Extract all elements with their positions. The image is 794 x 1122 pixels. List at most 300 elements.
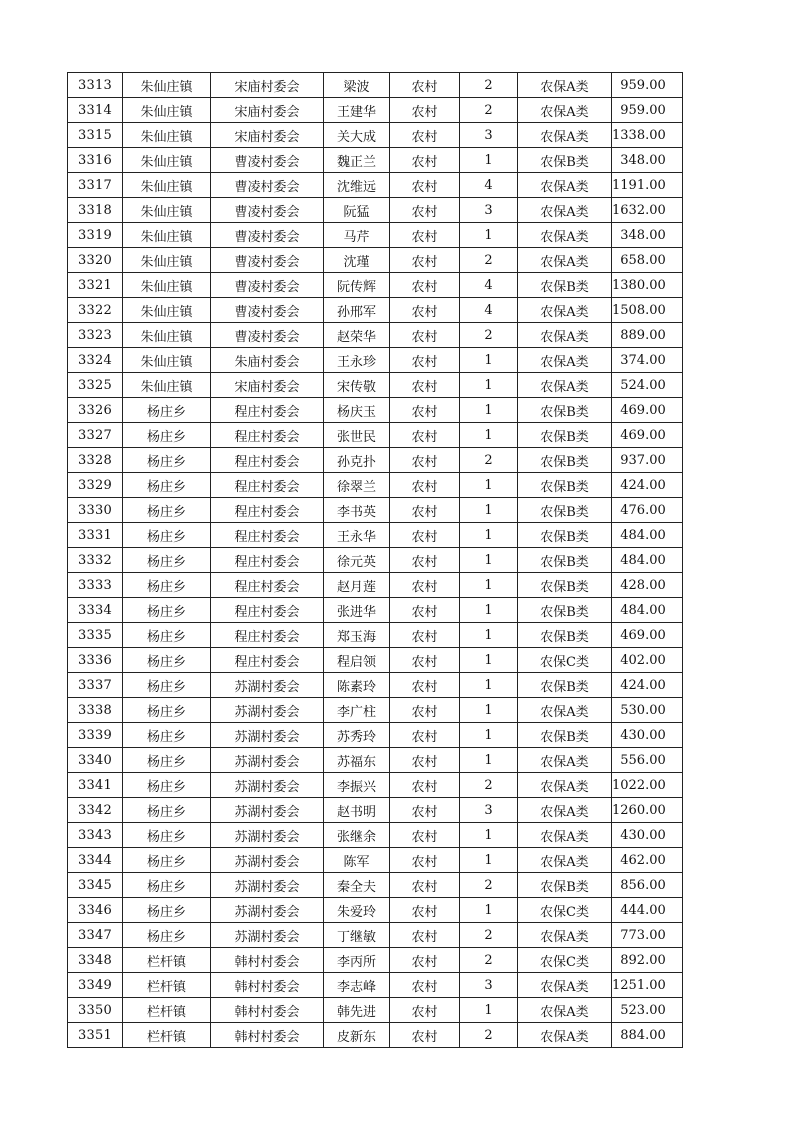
cell-row-number: 3313	[68, 73, 123, 98]
cell-insurance-category: 农保A类	[518, 998, 612, 1023]
cell-insurance-category: 农保A类	[518, 323, 612, 348]
cell-insurance-category: 农保A类	[518, 198, 612, 223]
cell-insurance-category: 农保A类	[518, 973, 612, 998]
cell-person-name: 秦全夫	[324, 873, 390, 898]
table-row	[68, 673, 683, 698]
cell-amount: 484.00	[612, 548, 683, 573]
cell-village-committee: 朱庙村委会	[211, 348, 324, 373]
cell-household-count: 2	[460, 1023, 518, 1048]
cell-person-name: 丁继敏	[324, 923, 390, 948]
table-row	[68, 773, 683, 798]
cell-town: 杨庄乡	[123, 848, 211, 873]
cell-town: 杨庄乡	[123, 823, 211, 848]
cell-village-committee: 宋庙村委会	[211, 98, 324, 123]
cell-amount: 484.00	[612, 523, 683, 548]
cell-area-type: 农村	[390, 73, 460, 98]
cell-row-number: 3330	[68, 498, 123, 523]
cell-row-number: 3320	[68, 248, 123, 273]
cell-amount: 1191.00	[612, 173, 683, 198]
cell-household-count: 2	[460, 98, 518, 123]
cell-person-name: 徐翠兰	[324, 473, 390, 498]
cell-village-committee: 韩村村委会	[211, 998, 324, 1023]
cell-town: 杨庄乡	[123, 798, 211, 823]
cell-insurance-category: 农保B类	[518, 873, 612, 898]
cell-area-type: 农村	[390, 323, 460, 348]
cell-household-count: 3	[460, 198, 518, 223]
cell-village-committee: 程庄村委会	[211, 398, 324, 423]
cell-row-number: 3322	[68, 298, 123, 323]
table-row	[68, 548, 683, 573]
cell-row-number: 3319	[68, 223, 123, 248]
cell-amount: 1251.00	[612, 973, 683, 998]
cell-village-committee: 程庄村委会	[211, 598, 324, 623]
cell-town: 杨庄乡	[123, 773, 211, 798]
cell-row-number: 3324	[68, 348, 123, 373]
cell-household-count: 2	[460, 448, 518, 473]
cell-amount: 428.00	[612, 573, 683, 598]
cell-household-count: 1	[460, 148, 518, 173]
table-row	[68, 598, 683, 623]
cell-area-type: 农村	[390, 973, 460, 998]
table-row	[68, 273, 683, 298]
cell-area-type: 农村	[390, 848, 460, 873]
cell-person-name: 赵月莲	[324, 573, 390, 598]
cell-town: 杨庄乡	[123, 748, 211, 773]
cell-amount: 884.00	[612, 1023, 683, 1048]
table-row	[68, 123, 683, 148]
cell-person-name: 郑玉海	[324, 623, 390, 648]
cell-village-committee: 程庄村委会	[211, 573, 324, 598]
table-row	[68, 798, 683, 823]
cell-village-committee: 曹凌村委会	[211, 223, 324, 248]
cell-amount: 469.00	[612, 398, 683, 423]
cell-village-committee: 苏湖村委会	[211, 698, 324, 723]
cell-person-name: 沈瑾	[324, 248, 390, 273]
cell-area-type: 农村	[390, 473, 460, 498]
cell-area-type: 农村	[390, 673, 460, 698]
cell-insurance-category: 农保B类	[518, 523, 612, 548]
cell-village-committee: 程庄村委会	[211, 423, 324, 448]
cell-person-name: 苏福东	[324, 748, 390, 773]
cell-person-name: 阮传辉	[324, 273, 390, 298]
cell-household-count: 3	[460, 973, 518, 998]
cell-area-type: 农村	[390, 398, 460, 423]
cell-village-committee: 苏湖村委会	[211, 673, 324, 698]
cell-village-committee: 苏湖村委会	[211, 773, 324, 798]
cell-insurance-category: 农保A类	[518, 698, 612, 723]
cell-household-count: 1	[460, 498, 518, 523]
cell-row-number: 3349	[68, 973, 123, 998]
cell-town: 杨庄乡	[123, 723, 211, 748]
cell-insurance-category: 农保B类	[518, 723, 612, 748]
cell-household-count: 2	[460, 923, 518, 948]
cell-town: 朱仙庄镇	[123, 148, 211, 173]
cell-row-number: 3348	[68, 948, 123, 973]
cell-area-type: 农村	[390, 823, 460, 848]
cell-amount: 402.00	[612, 648, 683, 673]
cell-town: 杨庄乡	[123, 898, 211, 923]
cell-household-count: 1	[460, 698, 518, 723]
cell-row-number: 3344	[68, 848, 123, 873]
cell-insurance-category: 农保B类	[518, 148, 612, 173]
table-row	[68, 923, 683, 948]
cell-village-committee: 苏湖村委会	[211, 848, 324, 873]
table-row	[68, 73, 683, 98]
cell-row-number: 3327	[68, 423, 123, 448]
welfare-roster-table	[67, 72, 683, 1048]
table-row	[68, 498, 683, 523]
cell-area-type: 农村	[390, 773, 460, 798]
cell-row-number: 3331	[68, 523, 123, 548]
table-row	[68, 573, 683, 598]
cell-amount: 1260.00	[612, 798, 683, 823]
cell-person-name: 魏正兰	[324, 148, 390, 173]
cell-amount: 430.00	[612, 823, 683, 848]
table-row	[68, 848, 683, 873]
cell-amount: 430.00	[612, 723, 683, 748]
cell-area-type: 农村	[390, 148, 460, 173]
cell-village-committee: 曹凌村委会	[211, 148, 324, 173]
cell-insurance-category: 农保A类	[518, 298, 612, 323]
cell-row-number: 3329	[68, 473, 123, 498]
cell-amount: 424.00	[612, 473, 683, 498]
cell-town: 杨庄乡	[123, 873, 211, 898]
cell-area-type: 农村	[390, 523, 460, 548]
cell-amount: 462.00	[612, 848, 683, 873]
cell-town: 杨庄乡	[123, 548, 211, 573]
table-row	[68, 348, 683, 373]
cell-person-name: 杨庆玉	[324, 398, 390, 423]
cell-household-count: 2	[460, 873, 518, 898]
cell-area-type: 农村	[390, 348, 460, 373]
cell-insurance-category: 农保A类	[518, 1023, 612, 1048]
cell-village-committee: 苏湖村委会	[211, 798, 324, 823]
cell-household-count: 3	[460, 798, 518, 823]
cell-amount: 484.00	[612, 598, 683, 623]
cell-household-count: 4	[460, 298, 518, 323]
cell-insurance-category: 农保A类	[518, 173, 612, 198]
cell-person-name: 李广柱	[324, 698, 390, 723]
table-row	[68, 423, 683, 448]
cell-row-number: 3314	[68, 98, 123, 123]
cell-person-name: 赵书明	[324, 798, 390, 823]
cell-household-count: 1	[460, 573, 518, 598]
cell-village-committee: 韩村村委会	[211, 1023, 324, 1048]
cell-person-name: 李志峰	[324, 973, 390, 998]
cell-town: 杨庄乡	[123, 473, 211, 498]
cell-row-number: 3333	[68, 573, 123, 598]
cell-row-number: 3337	[68, 673, 123, 698]
cell-town: 栏杆镇	[123, 973, 211, 998]
cell-amount: 530.00	[612, 698, 683, 723]
cell-insurance-category: 农保A类	[518, 923, 612, 948]
cell-insurance-category: 农保B类	[518, 598, 612, 623]
cell-town: 杨庄乡	[123, 423, 211, 448]
cell-amount: 959.00	[612, 73, 683, 98]
cell-village-committee: 程庄村委会	[211, 498, 324, 523]
cell-amount: 348.00	[612, 223, 683, 248]
cell-area-type: 农村	[390, 648, 460, 673]
cell-row-number: 3339	[68, 723, 123, 748]
cell-amount: 556.00	[612, 748, 683, 773]
cell-insurance-category: 农保B类	[518, 498, 612, 523]
cell-town: 朱仙庄镇	[123, 98, 211, 123]
cell-amount: 1380.00	[612, 273, 683, 298]
cell-household-count: 1	[460, 373, 518, 398]
cell-area-type: 农村	[390, 623, 460, 648]
cell-amount: 959.00	[612, 98, 683, 123]
cell-area-type: 农村	[390, 998, 460, 1023]
table-row	[68, 648, 683, 673]
cell-village-committee: 宋庙村委会	[211, 123, 324, 148]
table-row	[68, 1023, 683, 1048]
cell-amount: 773.00	[612, 923, 683, 948]
cell-row-number: 3351	[68, 1023, 123, 1048]
cell-household-count: 1	[460, 398, 518, 423]
cell-row-number: 3350	[68, 998, 123, 1023]
cell-village-committee: 苏湖村委会	[211, 898, 324, 923]
cell-village-committee: 曹凌村委会	[211, 173, 324, 198]
cell-town: 杨庄乡	[123, 673, 211, 698]
cell-village-committee: 苏湖村委会	[211, 748, 324, 773]
cell-town: 栏杆镇	[123, 998, 211, 1023]
cell-person-name: 苏秀玲	[324, 723, 390, 748]
cell-amount: 892.00	[612, 948, 683, 973]
cell-town: 朱仙庄镇	[123, 373, 211, 398]
table-row	[68, 973, 683, 998]
cell-village-committee: 程庄村委会	[211, 548, 324, 573]
cell-row-number: 3345	[68, 873, 123, 898]
cell-person-name: 王永珍	[324, 348, 390, 373]
cell-insurance-category: 农保A类	[518, 848, 612, 873]
cell-insurance-category: 农保A类	[518, 798, 612, 823]
cell-row-number: 3318	[68, 198, 123, 223]
cell-row-number: 3321	[68, 273, 123, 298]
cell-village-committee: 韩村村委会	[211, 948, 324, 973]
cell-household-count: 1	[460, 523, 518, 548]
cell-row-number: 3335	[68, 623, 123, 648]
cell-person-name: 宋传敬	[324, 373, 390, 398]
cell-village-committee: 韩村村委会	[211, 973, 324, 998]
cell-village-committee: 苏湖村委会	[211, 723, 324, 748]
cell-household-count: 1	[460, 223, 518, 248]
cell-area-type: 农村	[390, 448, 460, 473]
cell-amount: 476.00	[612, 498, 683, 523]
cell-amount: 523.00	[612, 998, 683, 1023]
cell-town: 杨庄乡	[123, 398, 211, 423]
table-row	[68, 523, 683, 548]
cell-insurance-category: 农保A类	[518, 223, 612, 248]
cell-person-name: 李振兴	[324, 773, 390, 798]
cell-household-count: 1	[460, 648, 518, 673]
table-row	[68, 948, 683, 973]
cell-person-name: 张世民	[324, 423, 390, 448]
table-row	[68, 223, 683, 248]
cell-person-name: 梁波	[324, 73, 390, 98]
cell-area-type: 农村	[390, 98, 460, 123]
cell-town: 朱仙庄镇	[123, 173, 211, 198]
table-row	[68, 323, 683, 348]
table-row	[68, 723, 683, 748]
cell-village-committee: 苏湖村委会	[211, 823, 324, 848]
cell-town: 朱仙庄镇	[123, 248, 211, 273]
cell-town: 朱仙庄镇	[123, 73, 211, 98]
table-row	[68, 473, 683, 498]
cell-area-type: 农村	[390, 498, 460, 523]
cell-area-type: 农村	[390, 198, 460, 223]
cell-household-count: 1	[460, 598, 518, 623]
cell-town: 朱仙庄镇	[123, 298, 211, 323]
cell-amount: 1338.00	[612, 123, 683, 148]
cell-town: 杨庄乡	[123, 448, 211, 473]
cell-row-number: 3326	[68, 398, 123, 423]
cell-village-committee: 苏湖村委会	[211, 873, 324, 898]
cell-person-name: 马芹	[324, 223, 390, 248]
table-row	[68, 173, 683, 198]
cell-village-committee: 曹凌村委会	[211, 198, 324, 223]
cell-area-type: 农村	[390, 373, 460, 398]
cell-household-count: 1	[460, 473, 518, 498]
cell-person-name: 赵荣华	[324, 323, 390, 348]
cell-person-name: 程启领	[324, 648, 390, 673]
cell-area-type: 农村	[390, 123, 460, 148]
cell-amount: 658.00	[612, 248, 683, 273]
cell-town: 朱仙庄镇	[123, 273, 211, 298]
cell-town: 杨庄乡	[123, 598, 211, 623]
cell-person-name: 王建华	[324, 98, 390, 123]
cell-household-count: 2	[460, 323, 518, 348]
cell-village-committee: 程庄村委会	[211, 473, 324, 498]
table-row	[68, 98, 683, 123]
cell-row-number: 3325	[68, 373, 123, 398]
cell-area-type: 农村	[390, 573, 460, 598]
cell-row-number: 3340	[68, 748, 123, 773]
cell-insurance-category: 农保B类	[518, 573, 612, 598]
cell-area-type: 农村	[390, 898, 460, 923]
cell-row-number: 3334	[68, 598, 123, 623]
cell-area-type: 农村	[390, 1023, 460, 1048]
cell-household-count: 3	[460, 123, 518, 148]
table-row	[68, 873, 683, 898]
cell-town: 朱仙庄镇	[123, 198, 211, 223]
cell-area-type: 农村	[390, 948, 460, 973]
cell-row-number: 3332	[68, 548, 123, 573]
cell-amount: 1022.00	[612, 773, 683, 798]
cell-row-number: 3316	[68, 148, 123, 173]
cell-amount: 1632.00	[612, 198, 683, 223]
table-row	[68, 198, 683, 223]
cell-person-name: 张继余	[324, 823, 390, 848]
cell-household-count: 2	[460, 948, 518, 973]
cell-row-number: 3341	[68, 773, 123, 798]
cell-amount: 524.00	[612, 373, 683, 398]
cell-area-type: 农村	[390, 298, 460, 323]
table-row	[68, 898, 683, 923]
cell-person-name: 韩先进	[324, 998, 390, 1023]
table-row	[68, 698, 683, 723]
cell-person-name: 关大成	[324, 123, 390, 148]
cell-row-number: 3323	[68, 323, 123, 348]
table-body	[68, 73, 683, 1048]
cell-amount: 889.00	[612, 323, 683, 348]
table-row	[68, 623, 683, 648]
cell-household-count: 1	[460, 548, 518, 573]
cell-amount: 937.00	[612, 448, 683, 473]
table-row	[68, 823, 683, 848]
cell-person-name: 张进华	[324, 598, 390, 623]
cell-town: 杨庄乡	[123, 648, 211, 673]
cell-household-count: 1	[460, 998, 518, 1023]
cell-town: 朱仙庄镇	[123, 123, 211, 148]
cell-row-number: 3338	[68, 698, 123, 723]
cell-row-number: 3328	[68, 448, 123, 473]
cell-household-count: 4	[460, 173, 518, 198]
cell-town: 杨庄乡	[123, 698, 211, 723]
cell-area-type: 农村	[390, 423, 460, 448]
cell-person-name: 徐元英	[324, 548, 390, 573]
table-row	[68, 448, 683, 473]
cell-person-name: 李丙所	[324, 948, 390, 973]
table-row	[68, 248, 683, 273]
cell-household-count: 1	[460, 723, 518, 748]
cell-person-name: 王永华	[324, 523, 390, 548]
cell-insurance-category: 农保C类	[518, 898, 612, 923]
cell-amount: 856.00	[612, 873, 683, 898]
cell-insurance-category: 农保A类	[518, 73, 612, 98]
cell-row-number: 3343	[68, 823, 123, 848]
cell-household-count: 2	[460, 248, 518, 273]
cell-insurance-category: 农保A类	[518, 348, 612, 373]
cell-town: 杨庄乡	[123, 498, 211, 523]
cell-town: 杨庄乡	[123, 573, 211, 598]
cell-insurance-category: 农保A类	[518, 773, 612, 798]
cell-village-committee: 程庄村委会	[211, 648, 324, 673]
cell-area-type: 农村	[390, 273, 460, 298]
cell-insurance-category: 农保A类	[518, 248, 612, 273]
cell-insurance-category: 农保B类	[518, 623, 612, 648]
cell-household-count: 1	[460, 423, 518, 448]
cell-person-name: 陈军	[324, 848, 390, 873]
cell-village-committee: 程庄村委会	[211, 523, 324, 548]
cell-insurance-category: 农保B类	[518, 398, 612, 423]
cell-person-name: 孙克扑	[324, 448, 390, 473]
cell-town: 朱仙庄镇	[123, 223, 211, 248]
cell-area-type: 农村	[390, 798, 460, 823]
cell-household-count: 1	[460, 673, 518, 698]
cell-household-count: 1	[460, 898, 518, 923]
cell-row-number: 3336	[68, 648, 123, 673]
cell-insurance-category: 农保B类	[518, 448, 612, 473]
cell-insurance-category: 农保B类	[518, 673, 612, 698]
cell-town: 栏杆镇	[123, 1023, 211, 1048]
cell-row-number: 3317	[68, 173, 123, 198]
cell-amount: 424.00	[612, 673, 683, 698]
cell-area-type: 农村	[390, 698, 460, 723]
cell-area-type: 农村	[390, 923, 460, 948]
cell-town: 朱仙庄镇	[123, 323, 211, 348]
cell-insurance-category: 农保A类	[518, 123, 612, 148]
cell-village-committee: 曹凌村委会	[211, 323, 324, 348]
cell-insurance-category: 农保B类	[518, 423, 612, 448]
cell-amount: 1508.00	[612, 298, 683, 323]
table-row	[68, 148, 683, 173]
cell-village-committee: 宋庙村委会	[211, 373, 324, 398]
table-row	[68, 998, 683, 1023]
cell-insurance-category: 农保C类	[518, 648, 612, 673]
cell-town: 杨庄乡	[123, 923, 211, 948]
cell-area-type: 农村	[390, 548, 460, 573]
table-row	[68, 398, 683, 423]
